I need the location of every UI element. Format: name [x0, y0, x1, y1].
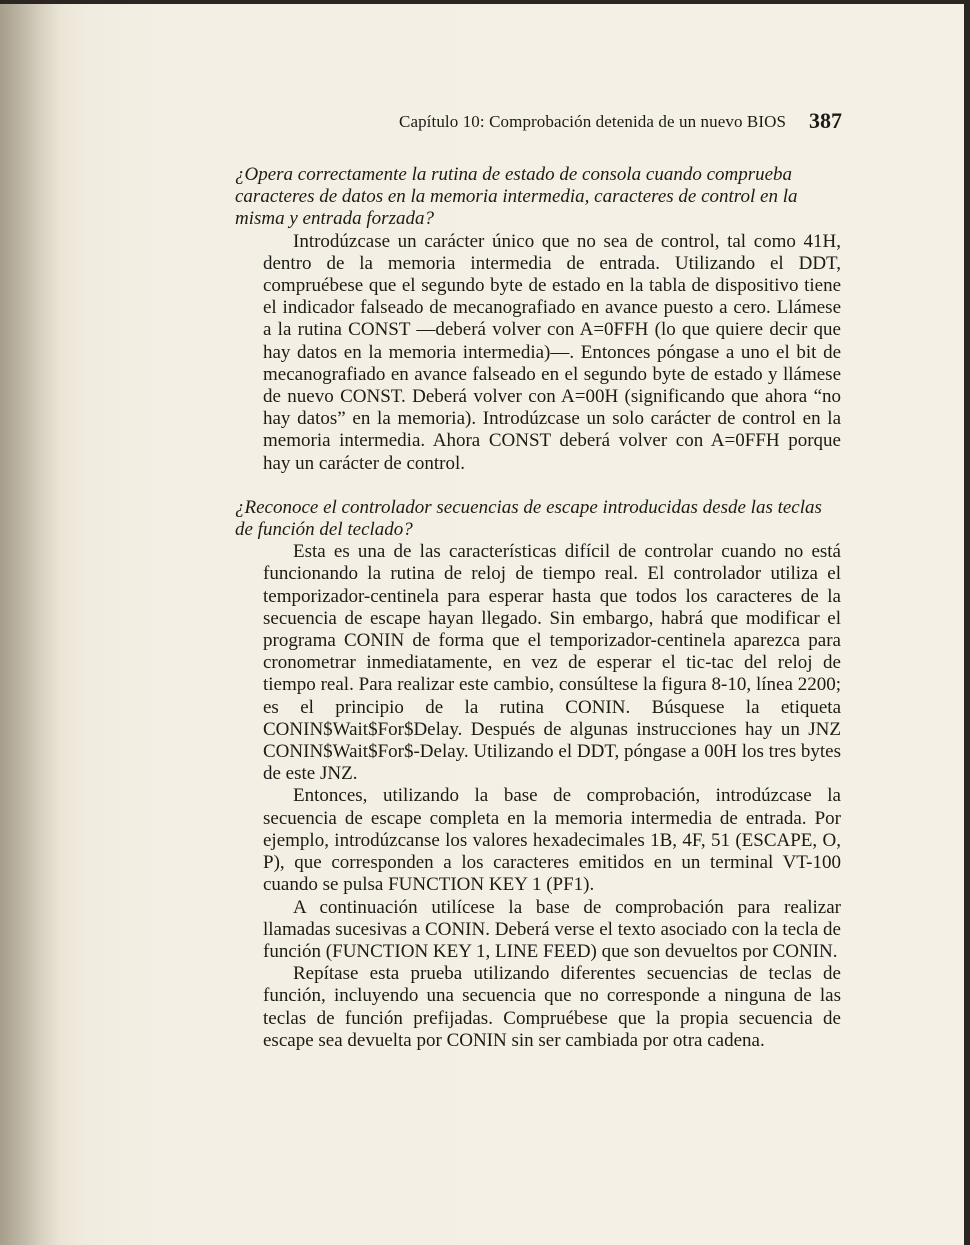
question-escape-sequences: ¿Reconoce el controlador secuencias de escape introducidas desde las teclas de función del teclado?	[235, 496, 822, 541]
page-header	[262, 108, 842, 138]
book-page	[0, 4, 964, 1245]
paragraph-repeat-test: Repítase esta prueba utilizando diferentes secuencias de teclas de función, incluyendo una secuencia que no corresponde a ninguna de las teclas de función prefijadas. Compruébese que la propia secuencia de escape sea devuelta por CONIN sin ser cambiada por otra cadena.	[263, 963, 841, 1051]
page-body	[235, 164, 841, 1052]
function-key-label: FUNCTION KEY 1, LINE FEED	[332, 940, 591, 962]
page-gutter-shadow	[0, 4, 60, 1245]
text-segment: , O, P), que corresponden a los caracteres emitidos en un terminal VT-100 cuando se pulsa	[263, 829, 841, 896]
paragraph-const-test: Introdúzcase un carácter único que no sea de control, tal como 41H, dentro de la memoria intermedia de entrada. Utilizando el DDT, compruébese que el segundo byte de estado en la tabla de dispositivo tiene el indicador falseado de mecanografiado en avance puesto a cero. Llámese a la rutina CONST —deberá volver con A=0FFH (lo que quiere decir que hay datos en la memoria intermedia)—. Entonces póngase a uno el bit de mecanografiado en avance falseado en el segundo byte de estado y llámese de nuevo CONST. Deberá volver con A=00H (significando que ahora “no hay datos” en la memoria). Introdúzcase un solo carácter de control en la memoria intermedia. Ahora CONST deberá volver con A=0FFH porque hay un carácter de control.	[263, 230, 841, 474]
function-key-label: FUNCTION KEY 1 (PF1)	[388, 874, 590, 896]
question-console-status: ¿Opera correctamente la rutina de estado de consola cuando comprueba caracteres de datos en la memoria intermedia, caracteres de control en la misma y entrada forzada?	[235, 164, 798, 230]
paragraph-conin-calls	[263, 897, 841, 964]
paragraph-watchdog-timer: Esta es una de las características difícil de controlar cuando no está funcionando la rutina de reloj de tiempo real. El controlador utiliza el temporizador-centinela para esperar hasta que todos los caracteres de la secuencia de escape hayan llegado. Sin embargo, habrá que modificar el programa CONIN de forma que el temporizador-centinela aparezca para cronometrar inmediatamente, en vez de esperar el tic-tac del reloj de tiempo real. Para realizar este cambio, consúltese la figura 8-10, línea 2200; es el principio de la rutina CONIN. Búsquese la etiqueta CONIN$Wait$For$Delay. Después de algunas instrucciones hay un JNZ CONIN$Wait$For$-Delay. Utilizando el DDT, póngase a 00H los tres bytes de este JNZ.	[263, 541, 841, 785]
running-head: Capítulo 10: Comprobación detenida de un nuevo BIOS	[399, 112, 787, 131]
paragraph-escape-input	[263, 785, 841, 896]
answer-console-status	[263, 231, 841, 475]
page-number: 387	[809, 108, 842, 133]
text-segment: A continuación utilícese la base de comprobación para realizar llamadas sucesivas a CONIN. Deberá verse el texto asociado con la tecla de función (	[263, 896, 841, 962]
text-segment: .	[589, 874, 595, 896]
answer-escape-sequences	[263, 541, 841, 1052]
escape-keyword: ESCAPE	[741, 829, 813, 851]
text-segment: Entonces, utilizando la base de comprobación, introdúzcase la secuencia de escape completa en la memoria intermedia de entrada. Por ejemplo, introdúzcanse los valores hexadecimales 1B, 4F, 51 (	[263, 785, 841, 851]
text-segment: ) que son devueltos por CONIN.	[590, 940, 838, 962]
